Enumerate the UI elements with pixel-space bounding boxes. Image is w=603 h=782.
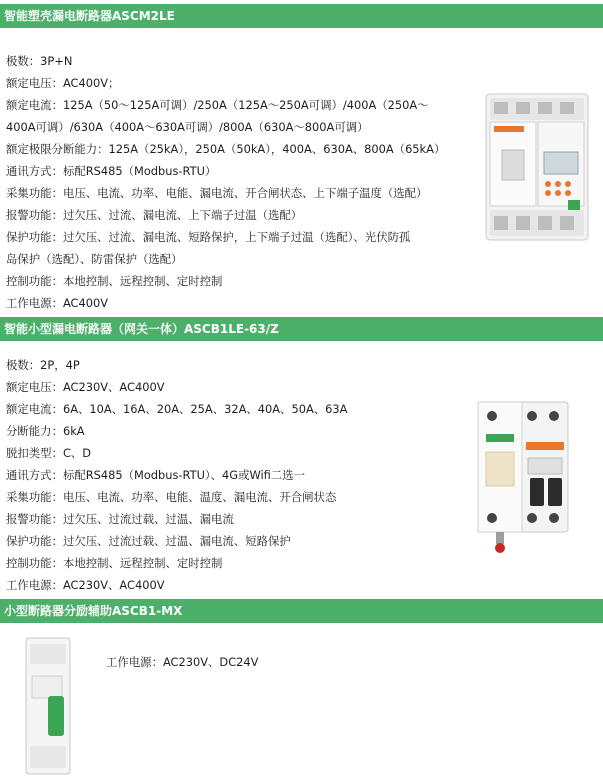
spec-item: 极数：2P，4P xyxy=(6,358,80,372)
spec-list-ascb1-mx xyxy=(106,651,258,673)
section-title-ascb1le: 智能小型漏电断路器（网关一体）ASCB1LE-63/Z xyxy=(0,317,603,341)
spec-item: 分断能力：6kA xyxy=(6,424,85,438)
section-title-ascb1-mx: 小型断路器分励辅助ASCB1-MX xyxy=(0,599,603,623)
spec-item: 通讯方式：标配RS485（Modbus-RTU） xyxy=(6,164,217,178)
spec-item: 额定极限分断能力：125A（25kA），250A（50kA），400A、630A、800A（65kA） xyxy=(6,142,446,156)
spec-item: 通讯方式：标配RS485（Modbus-RTU）、4G或Wifi二选一 xyxy=(6,468,305,482)
spec-list-ascb1le xyxy=(6,354,347,596)
molded-case-breaker-image xyxy=(482,92,594,242)
spec-list-ascm2le xyxy=(6,50,445,314)
spec-item: 报警功能：过欠压、过流、漏电流、上下端子过温（选配） xyxy=(6,208,303,222)
spec-item: 额定电流：125A（50～125A可调）/250A（125A～250A可调）/400A（250A～ xyxy=(6,98,429,112)
miniature-leakage-breaker-image xyxy=(472,398,574,556)
spec-item: 额定电压：AC400V； xyxy=(6,76,120,90)
spec-item: 保护功能：过欠压、过流过载、过温、漏电流、短路保护 xyxy=(6,534,291,548)
spec-item: 采集功能：电压、电流、功率、电能、温度、漏电流、开合闸状态 xyxy=(6,490,337,504)
spec-item: 岛保护（选配）、防雷保护（选配） xyxy=(6,252,183,266)
spec-item: 极数：3P+N xyxy=(6,54,73,68)
spec-item: 报警功能：过欠压、过流过载、过温、漏电流 xyxy=(6,512,234,526)
spec-item: 工作电源：AC230V、AC400V xyxy=(6,578,165,592)
shunt-auxiliary-breaker-image xyxy=(18,636,78,778)
section-title-ascm2le: 智能塑壳漏电断路器ASCM2LE xyxy=(0,4,603,28)
spec-item: 工作电源：AC230V、DC24V xyxy=(106,655,259,669)
spec-item: 脱扣类型：C、D xyxy=(6,446,92,460)
spec-item: 额定电压：AC230V、AC400V xyxy=(6,380,165,394)
spec-item: 控制功能：本地控制、远程控制、定时控制 xyxy=(6,274,223,288)
spec-item: 采集功能：电压、电流、功率、电能、漏电流、开合闸状态、上下端子温度（选配） xyxy=(6,186,428,200)
spec-item: 保护功能：过欠压、过流、漏电流、短路保护，上下端子过温（选配）、光伏防孤 xyxy=(6,230,411,244)
spec-item: 控制功能：本地控制、远程控制、定时控制 xyxy=(6,556,223,570)
spec-item: 额定电流：6A、10A、16A、20A、25A、32A、40A、50A、63A xyxy=(6,402,348,416)
spec-item: 400A可调）/630A（400A～630A可调）/800A（630A～800A可调） xyxy=(6,120,369,134)
spec-item: 工作电源：AC400V xyxy=(6,296,109,310)
